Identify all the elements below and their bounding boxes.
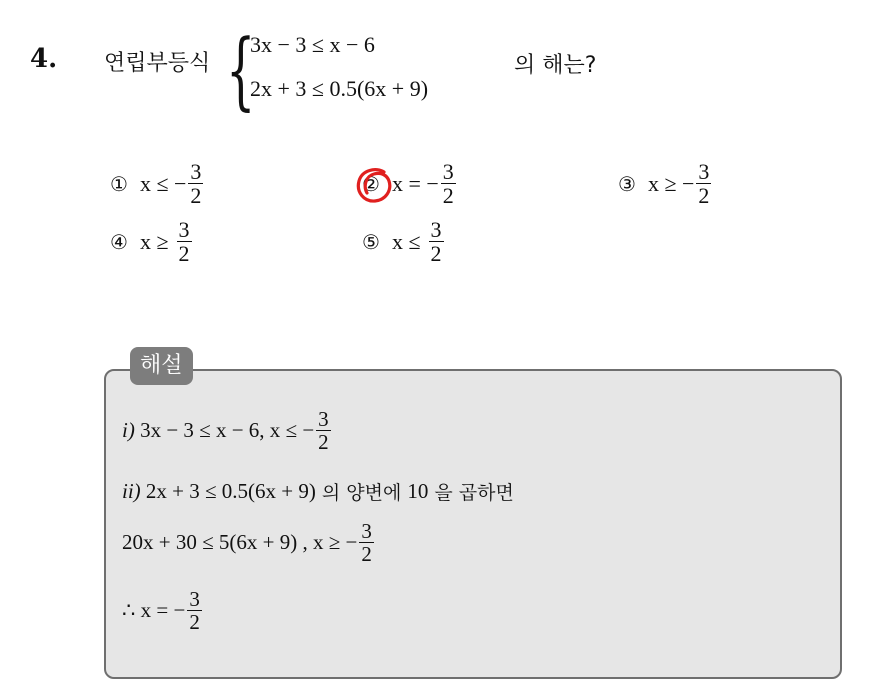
choice-1[interactable] xyxy=(110,160,203,207)
fraction-denominator: 2 xyxy=(189,610,200,635)
question-tail: 의 해는? xyxy=(514,53,597,78)
fraction-denominator: 2 xyxy=(361,542,372,567)
choice-relation: x = − xyxy=(391,170,439,196)
solution-line-4 xyxy=(122,588,202,633)
choice-relation: x ≤ − xyxy=(139,170,187,196)
choice-number: ③ xyxy=(618,171,636,196)
choice-fraction xyxy=(177,218,192,265)
solution-fraction xyxy=(359,520,374,565)
solution-line-2 xyxy=(122,478,520,505)
question-number: 4. xyxy=(30,44,58,74)
choice-3[interactable] xyxy=(618,160,711,207)
solution-tag: 해설 xyxy=(130,347,193,385)
solution-step-prefix: ii) xyxy=(122,479,141,503)
solution-step-prefix: i) xyxy=(122,418,135,443)
solution-expression: 20x + 30 ≤ 5(6x + 9) , x ≥ − xyxy=(122,530,358,555)
fraction-numerator: 3 xyxy=(318,407,329,431)
system-brace: { xyxy=(226,21,256,119)
choice-fraction xyxy=(696,160,711,207)
solution-korean-text: 의 양변에 xyxy=(321,482,402,504)
fraction-numerator: 3 xyxy=(178,217,190,242)
fraction-numerator: 3 xyxy=(698,159,710,184)
fraction-numerator: 3 xyxy=(361,519,372,543)
fraction-denominator: 2 xyxy=(698,183,710,209)
choice-relation: x ≤ xyxy=(391,228,421,254)
inequality-1: 3x − 3 ≤ x − 6 xyxy=(250,32,375,57)
solution-fraction xyxy=(316,408,331,453)
inequality-2: 2x + 3 ≤ 0.5(6x + 9) xyxy=(250,76,429,101)
choice-fraction xyxy=(441,160,456,207)
fraction-denominator: 2 xyxy=(318,430,329,455)
fraction-numerator: 3 xyxy=(430,217,442,242)
solution-line-3 xyxy=(122,520,374,565)
choice-4[interactable] xyxy=(110,218,192,265)
question-label: 연립부등식 xyxy=(104,51,211,76)
solution-fraction xyxy=(187,588,202,633)
choice-relation: x ≥ xyxy=(139,228,169,254)
fraction-denominator: 2 xyxy=(442,183,454,209)
fraction-numerator: 3 xyxy=(442,159,454,184)
choice-number: ⑤ xyxy=(362,229,380,254)
fraction-numerator: 3 xyxy=(190,159,202,184)
choice-fraction xyxy=(429,218,444,265)
choice-number: ① xyxy=(110,171,128,196)
solution-expression: 3x − 3 ≤ x − 6, x ≤ − xyxy=(140,418,315,443)
solution-number: 10 xyxy=(407,479,429,503)
choice-number: ④ xyxy=(110,229,128,254)
choice-relation: x ≥ − xyxy=(647,170,695,196)
fraction-numerator: 3 xyxy=(189,587,200,611)
fraction-denominator: 2 xyxy=(178,241,190,267)
solution-korean-text: 을 곱하면 xyxy=(434,482,514,504)
solution-expression: 2x + 3 ≤ 0.5(6x + 9) xyxy=(145,479,316,503)
choice-fraction xyxy=(188,160,203,207)
answer-circle-mark xyxy=(354,166,394,206)
fraction-denominator: 2 xyxy=(190,183,202,209)
choice-number: ② xyxy=(362,171,380,196)
solution-conclusion: ∴ x = − xyxy=(122,598,186,623)
choice-5[interactable] xyxy=(362,218,444,265)
fraction-denominator: 2 xyxy=(430,241,442,267)
solution-line-1 xyxy=(122,408,331,453)
